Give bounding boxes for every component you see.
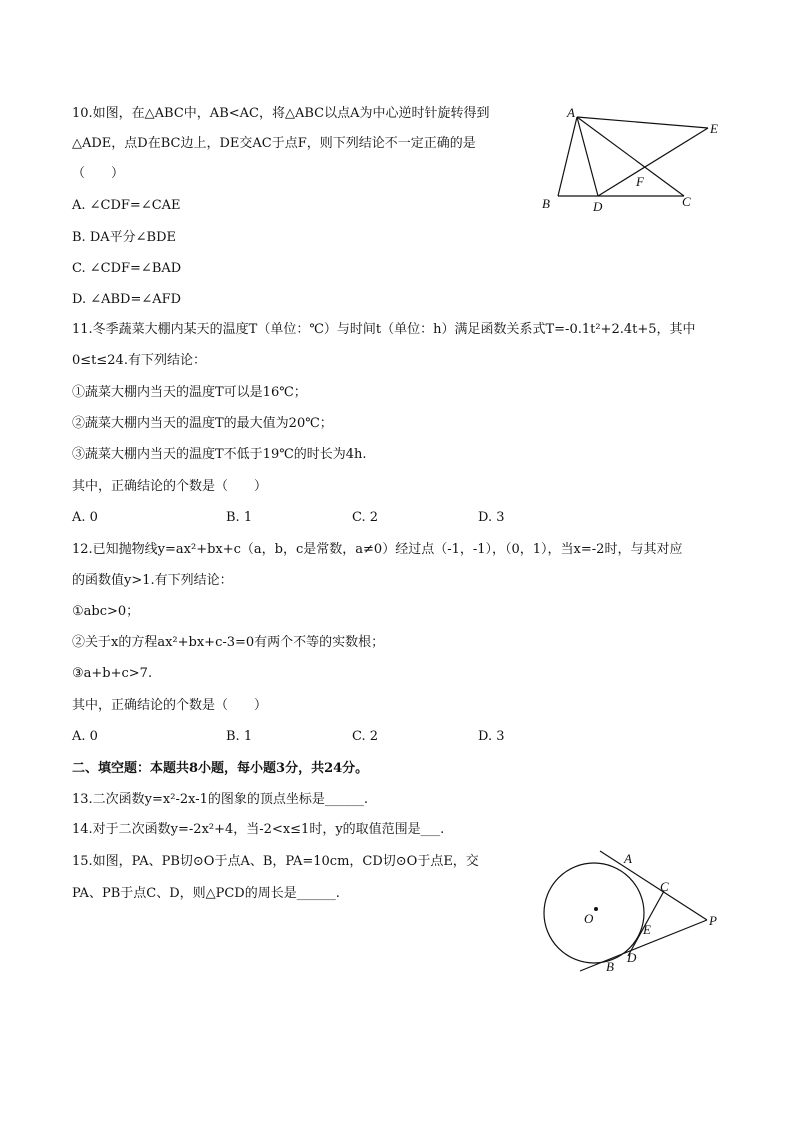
q12-statement-2: ②关于x的方程ax²+bx+c-3=0有两个不等的实数根； xyxy=(72,635,385,650)
q13: 13.二次函数y=x²-2x-1的图象的顶点坐标是______. xyxy=(72,792,369,807)
q10-line-2: △ADE，点D在BC边上，DE交AC于点F，则下列结论不一定正确的是 xyxy=(72,136,476,151)
q10-line-3: （ ） xyxy=(72,166,125,181)
label-a: A xyxy=(567,105,575,120)
label-b: B xyxy=(606,959,614,974)
label-a: A xyxy=(624,851,632,866)
label-e: E xyxy=(643,922,651,937)
q15-line-1: 15.如图，PA、PB切⊙O于点A、B，PA=10cm，CD切⊙O于点E，交 xyxy=(72,854,479,869)
circle-o xyxy=(544,863,644,963)
q11-line-1: 11.冬季蔬菜大棚内某天的温度T（单位：℃）与时间t（单位：h）满足函数关系式T=-0.1t²+2.4t+5，其中 xyxy=(72,322,696,337)
q11-option-d: D. 3 xyxy=(478,510,505,525)
q11-statement-2: ②蔬菜大棚内当天的温度T的最大值为20℃； xyxy=(72,416,333,431)
center-point-o xyxy=(594,907,598,911)
q12-option-c: C. 2 xyxy=(352,729,379,744)
q11-option-a: A. 0 xyxy=(72,510,98,525)
segment-ad xyxy=(577,117,598,196)
segment-ae xyxy=(577,117,708,128)
q10-option-a: A. ∠CDF=∠CAE xyxy=(72,198,181,213)
q12-line-1: 12.已知抛物线y=ax²+bx+c（a，b，c是常数，a≠0）经过点（-1，-1），（0，1），当x=-2时，与其对应 xyxy=(72,542,683,557)
segment-ac xyxy=(577,117,684,196)
label-d: D xyxy=(593,199,603,214)
q11-option-c: C. 2 xyxy=(352,510,379,525)
segment-de xyxy=(598,128,708,196)
q11-question: 其中，正确结论的个数是（ ） xyxy=(72,479,268,494)
q11-option-b: B. 1 xyxy=(226,510,253,525)
section-2-heading: 二、填空题：本题共8小题，每小题3分，共24分。 xyxy=(72,761,369,776)
q12-option-a: A. 0 xyxy=(72,729,98,744)
q14: 14.对于二次函数y=-2x²+4，当-2<x≤1时，y的取值范围是___. xyxy=(72,822,445,837)
q10-option-b: B. DA平分∠BDE xyxy=(72,230,176,245)
q11-statement-3: ③蔬菜大棚内当天的温度T不低于19℃的时长为4h. xyxy=(72,447,367,462)
label-c: C xyxy=(682,194,691,209)
label-c: C xyxy=(660,879,669,894)
q10-line-1: 10.如图，在△ABC中，AB<AC，将△ABC以点A为中心逆时针旋转得到 xyxy=(72,106,490,121)
q10-option-d: D. ∠ABD=∠AFD xyxy=(72,292,182,307)
q11-line-2: 0≤t≤24.有下列结论： xyxy=(72,353,206,368)
label-d: D xyxy=(627,950,637,965)
q12-line-2: 的函数值y>1.有下列结论： xyxy=(72,573,233,588)
q12-statement-3: ③a+b+c>7. xyxy=(72,666,153,681)
label-o: O xyxy=(584,911,594,926)
label-p: P xyxy=(709,913,717,928)
label-f: F xyxy=(636,174,644,189)
segment-ab xyxy=(558,117,577,196)
label-b: B xyxy=(542,196,550,211)
q15-line-2: PA、PB于点C、D，则△PCD的周长是______. xyxy=(72,886,340,901)
q11-statement-1: ①蔬菜大棚内当天的温度T可以是16℃； xyxy=(72,385,307,400)
q10-option-c: C. ∠CDF=∠BAD xyxy=(72,261,182,276)
q12-question: 其中，正确结论的个数是（ ） xyxy=(72,698,268,713)
label-e: E xyxy=(710,121,718,136)
q12-statement-1: ①abc>0； xyxy=(72,604,140,619)
q12-option-b: B. 1 xyxy=(226,729,253,744)
q12-option-d: D. 3 xyxy=(478,729,505,744)
q10-triangle-figure xyxy=(530,100,730,215)
q15-circle-figure xyxy=(530,845,730,980)
